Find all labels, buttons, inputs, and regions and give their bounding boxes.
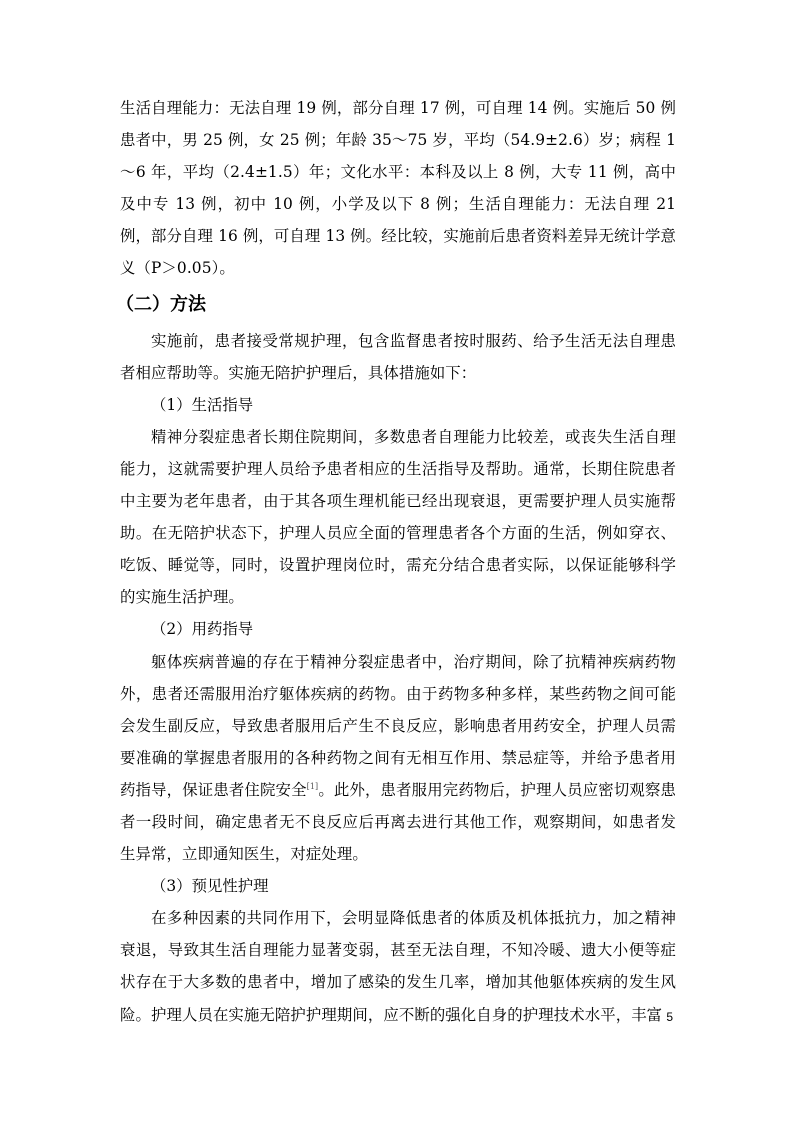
paragraph-preventive-care: 在多种因素的共同作用下，会明显降低患者的体质及机体抵抗力，加之精神衰退，导致其生活自理能力显著变弱，甚至无法自理，不知冷暖、遗大小便等症状存在于大多数的患者中，增加了感染的发生几率，增加其他躯体疾病的发生风险。护理人员在实施无陪护护理期间，应不断的强化自身的护理技术水平，丰富 (120, 909, 676, 1024)
citation-reference: [1] (306, 781, 319, 791)
subheading-medication-guidance: （2）用药指导 (151, 620, 254, 639)
medication-text-part1: 躯体疾病普遍的存在于精神分裂症患者中，治疗期间，除了抗精神疾病药物外，患者还需服用治疗躯体疾病的药物。由于药物多种多样，某些药物之间可能会发生副反应，导致患者服用后产生不良反应，影响患者用药安全，护理人员需要准确的掌握患者服用的各种药物之间有无相互作用、禁忌症等，并给予患者用药指导，保证患者住院安全 (120, 652, 676, 799)
paragraph-patient-data: 生活自理能力：无法自理 19 例，部分自理 17 例，可自理 14 例。实施后 50 例患者中，男 25 例，女 25 例；年龄 35～75 岁，平均（54.9±2.6）岁；病程 1～6 年，平均（2.4±1.5）年；文化水平：本科及以上 8 例，大专 11 例，高中及中专 13 例，初中 10 例，小学及以下 8 例；生活自理能力：无法自理 21 例，部分自理 16 例，可自理 13 例。经比较，实施前后患者资料差异无统计学意义（P＞0.05）。 (120, 99, 676, 278)
subheading-life-guidance: （1）生活指导 (151, 395, 254, 414)
paragraph-medication-guidance (120, 646, 676, 871)
subheading-preventive-care: （3）预见性护理 (151, 877, 269, 896)
page-number: 5 (666, 1010, 673, 1024)
paragraph-methods-intro: 实施前，患者接受常规护理，包含监督患者按时服药、给予生活无法自理患者相应帮助等。实施无陪护护理后，具体措施如下： (120, 331, 676, 382)
medication-text-part2: 。此外，患者服用完药物后，护理人员应密切观察患者一段时间，确定患者无不良反应后再离去进行其他工作，观察期间，如患者发生异常，立即通知医生，对症处理。 (120, 780, 676, 864)
document-body (116, 92, 676, 1031)
paragraph-life-guidance: 精神分裂症患者长期住院期间，多数患者自理能力比较差，或丧失生活自理能力，这就需要护理人员给予患者相应的生活指导及帮助。通常，长期住院患者中主要为老年患者，由于其各项生理机能已经出现衰退，更需要护理人员实施帮助。在无陪护状态下，护理人员应全面的管理患者各个方面的生活，例如穿衣、吃饭、睡觉等，同时，设置护理岗位时，需充分结合患者实际，以保证能够科学的实施生活护理。 (120, 427, 676, 607)
section-heading-methods: （二）方法 (116, 293, 206, 315)
